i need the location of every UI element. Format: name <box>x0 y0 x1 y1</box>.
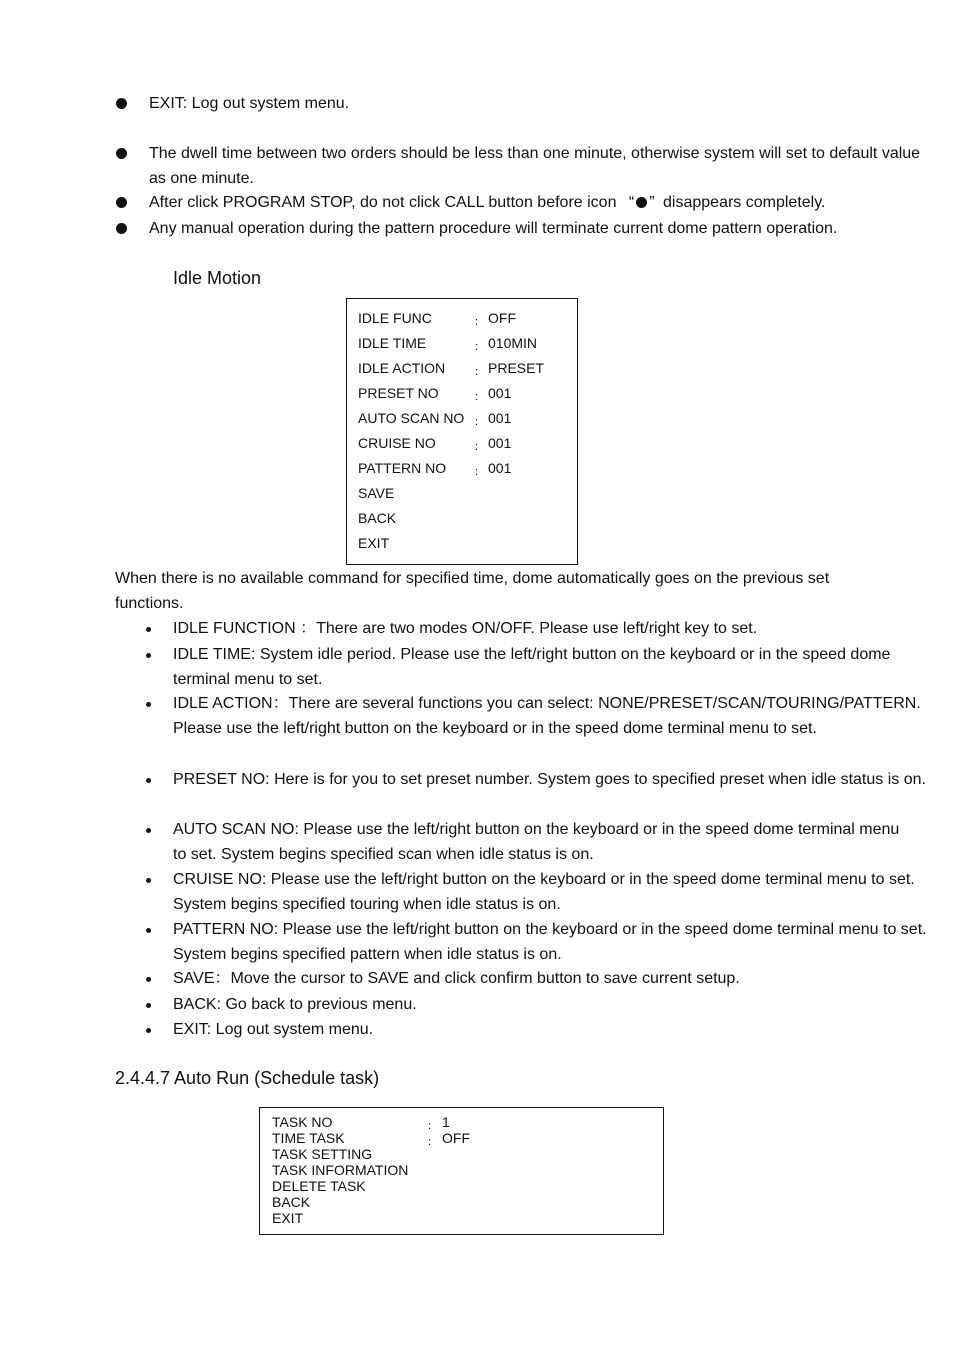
menu-separator: ： <box>427 1136 438 1148</box>
menu-label-back: BACK <box>272 1194 311 1210</box>
menu-label-exit: EXIT <box>272 1210 304 1226</box>
task-menu <box>259 1107 664 1235</box>
menu-label-back: BACK <box>358 510 397 526</box>
list-item: AUTO SCAN NO: Please use the left/right button on the keyboard or in the speed dome terminal menu to set. System begins specified scan when idle status is on. <box>173 821 900 863</box>
bullet-icon <box>146 1028 151 1033</box>
bullet-icon <box>146 778 151 783</box>
menu-label-save: SAVE <box>358 485 395 501</box>
menu-separator: ： <box>474 441 485 453</box>
menu-separator: ： <box>474 366 485 378</box>
bullet-icon <box>146 1003 151 1008</box>
menu-label-task-no: TASK NO <box>272 1114 333 1130</box>
bullet-icon <box>146 977 151 982</box>
bullet-program-stop <box>149 191 939 216</box>
menu-label-idle-action: IDLE ACTION <box>358 360 446 376</box>
bullet-icon <box>116 148 127 159</box>
menu-value-auto-scan-no: 001 <box>488 410 512 426</box>
list-item: IDLE TIME: System idle period. Please use the left/right button on the keyboard or in the speed dome terminal menu to set. <box>173 646 891 688</box>
quote-close: ” <box>649 194 655 211</box>
autorun-heading: 2.4.4.7 Auto Run (Schedule task) <box>115 1068 380 1088</box>
bullet-icon <box>146 627 151 632</box>
menu-label-idle-time: IDLE TIME <box>358 335 427 351</box>
bullet-icon <box>146 702 151 707</box>
menu-label-task-information: TASK INFORMATION <box>272 1162 409 1178</box>
record-dot-icon <box>636 197 647 208</box>
menu-label-task-setting: TASK SETTING <box>272 1146 373 1162</box>
menu-separator: ： <box>474 466 485 478</box>
idle-intro-paragraph: When there is no available command for specified time, dome automatically goes on the previous set functions. <box>115 570 830 612</box>
idle-motion-menu <box>346 298 578 565</box>
bullet-manual-op-text: Any manual operation during the pattern procedure will terminate current dome pattern operation. <box>149 220 838 237</box>
bullet-icon <box>146 928 151 933</box>
list-item: PRESET NO: Here is for you to set preset number. System goes to specified preset when idle status is on. <box>173 771 926 788</box>
menu-value-task-no: 1 <box>442 1114 450 1130</box>
menu-label-delete-task: DELETE TASK <box>272 1178 366 1194</box>
list-item: BACK: Go back to previous menu. <box>173 996 417 1013</box>
menu-label-idle-func: IDLE FUNC <box>358 310 432 326</box>
list-item: IDLE ACTION：There are several functions you can select: NONE/PRESET/SCAN/TOURING/PATTERN. Please use the left/right button on the keyboard or in the speed dome terminal menu to set. <box>173 695 921 737</box>
bullet-icon <box>146 653 151 658</box>
list-item: SAVE：Move the cursor to SAVE and click confirm button to save current setup. <box>173 970 740 987</box>
menu-value-pattern-no: 001 <box>488 460 512 476</box>
menu-label-time-task: TIME TASK <box>272 1130 345 1146</box>
menu-separator: ： <box>474 316 485 328</box>
menu-value-idle-func: OFF <box>488 310 516 326</box>
menu-label-pattern-no: PATTERN NO <box>358 460 447 476</box>
bullet-icon <box>116 197 127 208</box>
bullet-dwell-text: The dwell time between two orders should be less than one minute, otherwise system will set to default value as one minute. <box>149 145 921 187</box>
bullet-exit-text: EXIT: Log out system menu. <box>149 95 350 112</box>
menu-value-time-task: OFF <box>442 1130 470 1146</box>
menu-separator: ： <box>474 341 485 353</box>
list-item: PATTERN NO: Please use the left/right button on the keyboard or in the speed dome terminal menu to set. System begins specified pattern when idle status is on. <box>173 921 927 963</box>
menu-value-idle-time: 010MIN <box>488 335 538 351</box>
bullet-icon <box>146 878 151 883</box>
menu-separator: ： <box>474 391 485 403</box>
menu-label-exit: EXIT <box>358 535 390 551</box>
bullet-icon <box>146 828 151 833</box>
bullet-icon <box>116 223 127 234</box>
program-stop-text-end: disappears completely. <box>663 194 826 211</box>
menu-value-idle-action: PRESET <box>488 360 545 376</box>
idle-motion-heading: Idle Motion <box>173 268 262 288</box>
menu-value-preset-no: 001 <box>488 385 512 401</box>
bullet-icon <box>116 98 127 109</box>
list-item: IDLE FUNCTION ：There are two modes ON/OFF. Please use left/right key to set. <box>173 620 758 637</box>
menu-label-cruise-no: CRUISE NO <box>358 435 436 451</box>
quote-open: “ <box>628 194 635 211</box>
menu-separator: ： <box>427 1120 438 1132</box>
menu-value-cruise-no: 001 <box>488 435 512 451</box>
menu-label-preset-no: PRESET NO <box>358 385 439 401</box>
program-stop-text: After click PROGRAM STOP, do not click CALL button before icon <box>149 194 617 211</box>
menu-label-auto-scan-no: AUTO SCAN NO <box>358 410 465 426</box>
list-item: EXIT: Log out system menu. <box>173 1021 374 1038</box>
menu-separator: ： <box>474 416 485 428</box>
list-item: CRUISE NO: Please use the left/right button on the keyboard or in the speed dome terminal menu to set. System begins specified touring when idle status is on. <box>173 871 915 913</box>
